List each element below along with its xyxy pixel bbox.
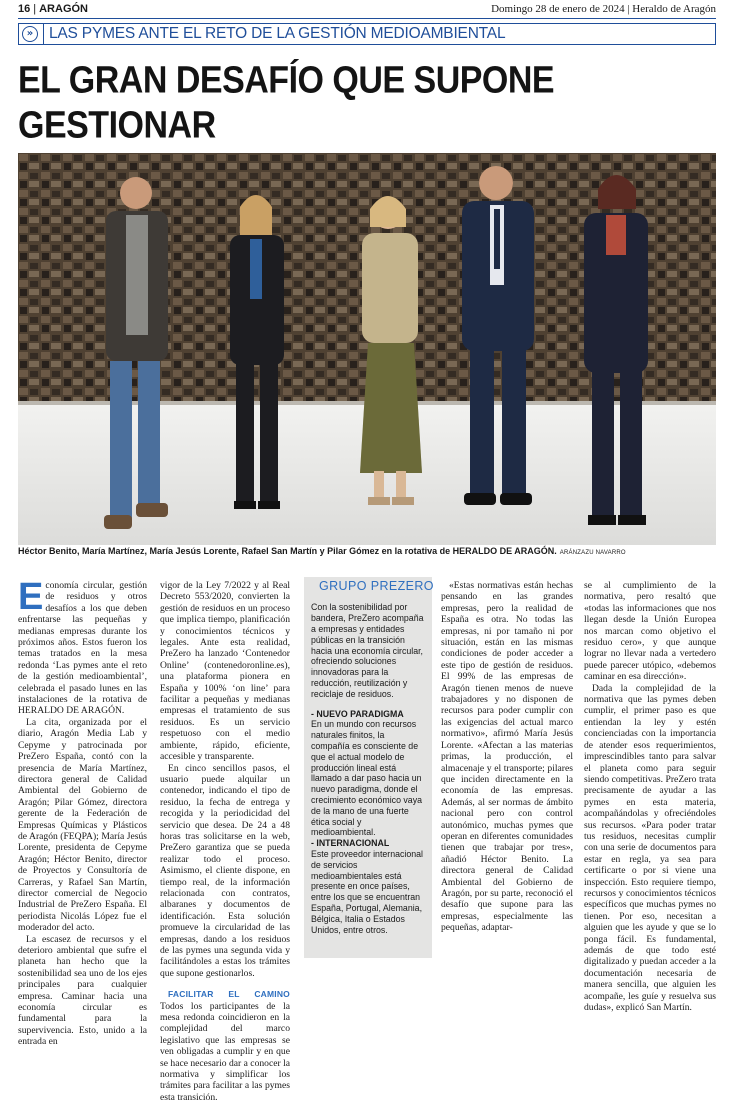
photo-caption-text: Héctor Benito, María Martínez, María Jesús Lorente, Rafael San Martín y Pilar Gómez en la rotativa de HERALDO DE ARAGÓN.	[18, 546, 557, 556]
sidebar-box-subtitle: - NUEVO PARADIGMA	[311, 708, 404, 719]
section-bar	[18, 23, 716, 45]
article-column-1	[18, 576, 147, 1048]
sidebar-box	[304, 577, 432, 958]
article-column-2	[160, 580, 290, 1103]
article-paragraph: se al cumplimiento de la normativa, pero resaltó que «todas las informaciones que nos llegan desde la Unión Europea nos marcan como objetivo el residuo cero», y que aunque lograr no llevar nada a vertedero puede parecer utópico, «debemos caminar en esa dirección».	[584, 580, 716, 683]
sidebar-box-text: Este proveedor internacional de servicios medioambientales está presente en once países, entre los que se encuentran España, Portugal, Alemania, Bélgica, Italia o Estados Unidos, entre otros.	[311, 848, 423, 935]
article-paragraph: La escasez de recursos y el deterioro ambiental que sufre el planeta han hecho que la sostenibilidad sea uno de los ejes principales para cualquier empresa. Caminar hacia una economía circular es fundamental para la supervivencia. Esto, unido a la entrada en	[18, 933, 147, 1048]
photo-credit: ARÁNZAZU NAVARRO	[559, 550, 626, 556]
article-paragraph: En cinco sencillos pasos, el usuario puede alquilar un contenedor, indicando el tipo de residuo, la fecha de entrega y recogida y la periodicidad del servicio que desea. De 24 a 48 horas tras solicitarse en la web, PreZero garantiza que se pueda realizar todo el proceso. Asimismo, el cliente dispone, en tiempo real, de la información relacionada con contratos, albaranes y documentos de identificación. Esta solución promueve la circularidad de las empresas, dando a los residuos de las pymes una segunda vida y facilitándoles a estas los trámites que supone gestionarlos.	[160, 762, 290, 979]
issue-date: Domingo 28 de enero de 2024	[491, 3, 625, 15]
article-paragraph: «Estas normativas están hechas pensando en las grandes empresas, pero la realidad de España es otra. No todas las empresas, ni por tamaño ni por situación, están en las mismas condiciones de poder acceder a este tipo de gestión de residuos. El 99% de las empresas de Aragón tienen menos de nueve trabajadores y no disponen de recursos para poder cumplir con las exigencias del actual marco normativo», afirmó María Jesús Lorente. «Afectan a las materias primas, la producción, el almacenaje y el transporte; pilares que inciden directamente en la economía de las empresas. Además, al ser normas de ámbito nacional pero con control autonómico, muchas pymes que operan en diferentes comunidades tienen que trabajar por tres», añadió Héctor Benito. La directora general de Calidad Ambiental del Gobierno de Aragón, por su parte, reconoció el desafío que supone para las empresas, especialmente las pequeñas, adaptar-	[441, 580, 573, 934]
chevron-right-icon: »	[22, 26, 38, 42]
article-paragraph: vigor de la Ley 7/2022 y al Real Decreto 553/2020, convierten la gestión de residuos en un proceso que implica tiempo, planificación y conocimientos técnicos y legales. Ante esta realidad, PreZero ha lanzado ‘Contenedor Online’ (contenedoronline.es), una plataforma pionera en España y 100% ‘on line’ para facilitar a pequeñas y medianas empresas el tratamiento de sus residuos. Es un servicio respetuoso con el medio ambiente, rápido, eficiente, accesible y transparente.	[160, 580, 290, 763]
article-column-5	[584, 580, 716, 1013]
page-number: 16	[18, 3, 31, 15]
article-paragraph: FACILITAR EL CAMINO Todos los participantes de la mesa redonda coincidieron en la complejidad del marco legislativo que las empresas se ven obligadas a cumplir y en que se hace necesario dar a conocer la normativa y simplificar los trámites para facilitar a las pymes esta transición.	[160, 989, 290, 1103]
folio-left: 16 | ARAGÓN	[18, 3, 88, 15]
person-maria-jesus-lorente	[360, 196, 422, 505]
article-paragraph: Economía circular, gestión de residuos y otros desafíos a los que deben enfrentarse las pequeñas y medianas empresas durante los próximos años. Estos fueron los temas tratados en la mesa redonda ‘Las pymes ante el reto de la gestión medioambiental’, celebrada el pasado lunes en las instalaciones de la rotativa de HERALDO DE ARAGÓN.	[18, 576, 147, 717]
article-paragraph: La cita, organizada por el diario, Aragón Media Lab y Cepyme y patrocinada por PreZero España, contó con la presencia de María Martínez, directora general de Calidad Ambiental del Gobierno de Aragón; Pilar Gómez, directora gerente de la Federación de Empresas Químicas y Plásticos de Aragón (FEQPA); María Jesús Lorente, presidenta de Cepyme Aragón; Héctor Benito, director de Proyectos y Consultoría de Carreras, y Rafael San Martín, director comercial de Negocio Industrial de PreZero España. El periodista Nicolás López fue el moderador del acto.	[18, 716, 147, 934]
sidebar-box-subtitle: - INTERNACIONAL	[311, 838, 390, 849]
article-subhead: FACILITAR EL CAMINO	[168, 989, 290, 1000]
newspaper-name: Heraldo de Aragón	[632, 3, 716, 15]
page-folio	[18, 2, 716, 18]
sidebar-box-title: GRUPO PREZERO	[319, 579, 434, 593]
headline-line-1: EL GRAN DESAFÍO QUE SUPONE GESTIONAR	[18, 59, 555, 147]
header-rule	[18, 18, 716, 19]
article-column-4	[441, 580, 573, 934]
article-paragraph: Dada la complejidad de la normativa que las pymes deben cumplir, el primer paso es que entiendan la ley y estén concienciadas con la importancia de atender esos requerimientos, imprescindibles tanto para salvar el planeta como para seguir siendo competitivas. PreZero trata precisamente de ayudar a las pymes en esta materia, acompañándolas y ofreciéndoles sus recursos. «Para poder tratar tus residuos, necesitas cumplir con una serie de documentos para estar en regla, ya sea para certificarte o por si viene una inspección. Esto requiere tiempo, recursos y conocimientos técnicos específicos que muchas pymes no tienen. Por eso, necesitan a alguien que les ayude y que se lo ponga fácil. Es fundamental, además de que todo esté digitalizado y puedan acceder a la documentación necesaria de manera sencilla, que alguien les acompañe, les guíe y resuelva sus dudas», explicó San Martín.	[584, 682, 716, 1014]
sidebar-box-text: En un mundo con recursos naturales finitos, la compañía es consciente de que el actual modelo de producción lineal está llamado a dar paso hacia un nuevo paradigma, donde el crecimiento económico vaya de la mano de una fuerte ética social y medioambiental.	[311, 719, 422, 838]
article-photo	[18, 153, 716, 545]
drop-cap: E	[18, 576, 44, 618]
photo-caption	[18, 546, 716, 556]
photo-illustration	[18, 153, 716, 545]
folio-right: Domingo 28 de enero de 2024 | Heraldo de Aragón	[491, 3, 716, 15]
section-bar-title: LAS PYMES ANTE EL RETO DE LA GESTIÓN MEDIOAMBIENTAL	[49, 25, 506, 42]
sidebar-box-intro: Con la sostenibilidad por bandera, PreZero acompaña a empresas y entidades públicas en la transición hacia una economía circular, ofreciendo soluciones innovadoras para la reducción, reutilización y reciclaje de residuos.	[311, 602, 424, 699]
section-name: ARAGÓN	[39, 3, 88, 15]
section-bar-divider	[43, 24, 44, 44]
